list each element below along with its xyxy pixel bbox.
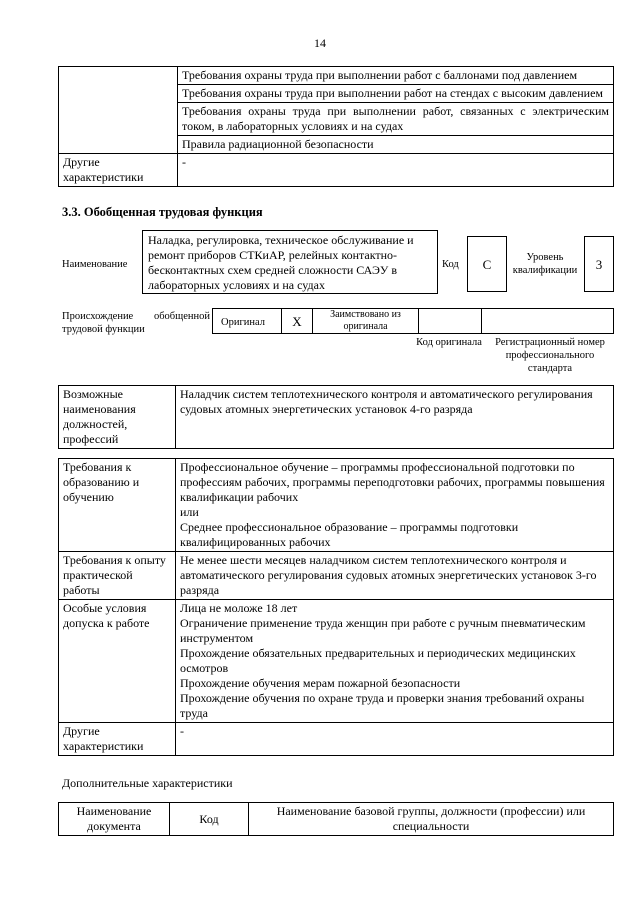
table-cell: Требования охраны труда при выполнении работ, связанных с электрическим током, в лабораторных условиях и на судах xyxy=(178,103,614,136)
table-row xyxy=(59,386,614,449)
column-header: Код xyxy=(170,803,249,836)
additional-characteristics-title: Дополнительные характеристики xyxy=(62,776,233,790)
table-cell: Не менее шести месяцев наладчиком систем теплотехнического контроля и автоматического регулирования судовых атомных энергетических установок 3-го разряда xyxy=(176,552,614,600)
borrowed-label-cell: Заимствовано из оригинала xyxy=(312,308,419,334)
table-cell-empty xyxy=(59,67,178,154)
table-row xyxy=(59,552,614,600)
table-cell: Требования охраны труда при выполнении работ на стендах с высоким давлением xyxy=(178,85,614,103)
origin-label: Происхождение обобщенной трудовой функции xyxy=(62,311,210,335)
table-row xyxy=(59,803,614,836)
requirements-table xyxy=(58,458,614,756)
list-item: или xyxy=(180,505,199,519)
list-item: Прохождение обучения по охране труда и проверки знания требований охраны труда xyxy=(180,691,585,720)
list-item: Прохождение обязательных предварительных и периодических медицинских осмотров xyxy=(180,646,576,675)
list-item: Профессиональное обучение – программы профессиональной подготовки по профессиям рабочих, программы переподготовки рабочих, программы повышения квалификации рабочих xyxy=(180,460,605,504)
row-label: Возможные наименования должностей, профессий xyxy=(59,386,176,449)
section-title: 3.3. Обобщенная трудовая функция xyxy=(62,205,263,219)
list-item: Лица не моложе 18 лет xyxy=(180,601,298,615)
table-cell: Требования охраны труда при выполнении работ с баллонами под давлением xyxy=(178,67,614,85)
table-row xyxy=(59,154,614,187)
name-label: Наименование xyxy=(62,259,128,270)
additional-characteristics-table xyxy=(58,802,614,836)
code-original-caption: Код оригинала xyxy=(416,337,482,348)
original-mark-cell: X xyxy=(281,308,313,334)
table-cell xyxy=(176,459,614,552)
list-item: Ограничение применение труда женщин при работе с ручным пневматическим инструментом xyxy=(180,616,586,645)
column-header: Наименование документа xyxy=(59,803,170,836)
top-requirements-table xyxy=(58,66,614,187)
table-row xyxy=(59,67,614,85)
list-item: Прохождение обучения мерам пожарной безопасности xyxy=(180,676,461,690)
page-number: 14 xyxy=(314,36,326,50)
registration-number-cell xyxy=(481,308,614,334)
positions-table xyxy=(58,385,614,449)
original-label-cell: Оригинал xyxy=(212,308,282,334)
level-value-box: 3 xyxy=(584,236,614,292)
row-label: Другие характеристики xyxy=(59,723,176,756)
table-row xyxy=(59,723,614,756)
row-label: Требования к опыту практической работы xyxy=(59,552,176,600)
table-cell: - xyxy=(178,154,614,187)
row-label: Требования к образованию и обучению xyxy=(59,459,176,552)
table-row xyxy=(59,600,614,723)
function-name-box: Наладка, регулировка, техническое обслуживание и ремонт приборов СТКиАР, релейных контактно-бесконтактных схем средней сложности САЭУ в лабораторных условиях и на судах xyxy=(142,230,438,294)
row-label: Другие характеристики xyxy=(59,154,178,187)
origin-code-cell xyxy=(418,308,482,334)
code-value-box: C xyxy=(467,236,507,292)
level-label: Уровень квалификации xyxy=(512,252,578,276)
column-header: Наименование базовой группы, должности (профессии) или специальности xyxy=(249,803,614,836)
table-cell: - xyxy=(176,723,614,756)
list-item: Среднее профессиональное образование – программы подготовки квалифицированных рабочих xyxy=(180,520,519,549)
row-label: Особые условия допуска к работе xyxy=(59,600,176,723)
registration-caption: Регистрационный номер профессионального стандарта xyxy=(495,337,605,374)
table-row xyxy=(59,459,614,552)
table-cell: Правила радиационной безопасности xyxy=(178,136,614,154)
code-label: Код xyxy=(442,259,459,270)
table-cell: Наладчик систем теплотехнического контроля и автоматического регулирования судовых атомных энергетических установок 4-го разряда xyxy=(176,386,614,449)
table-cell xyxy=(176,600,614,723)
